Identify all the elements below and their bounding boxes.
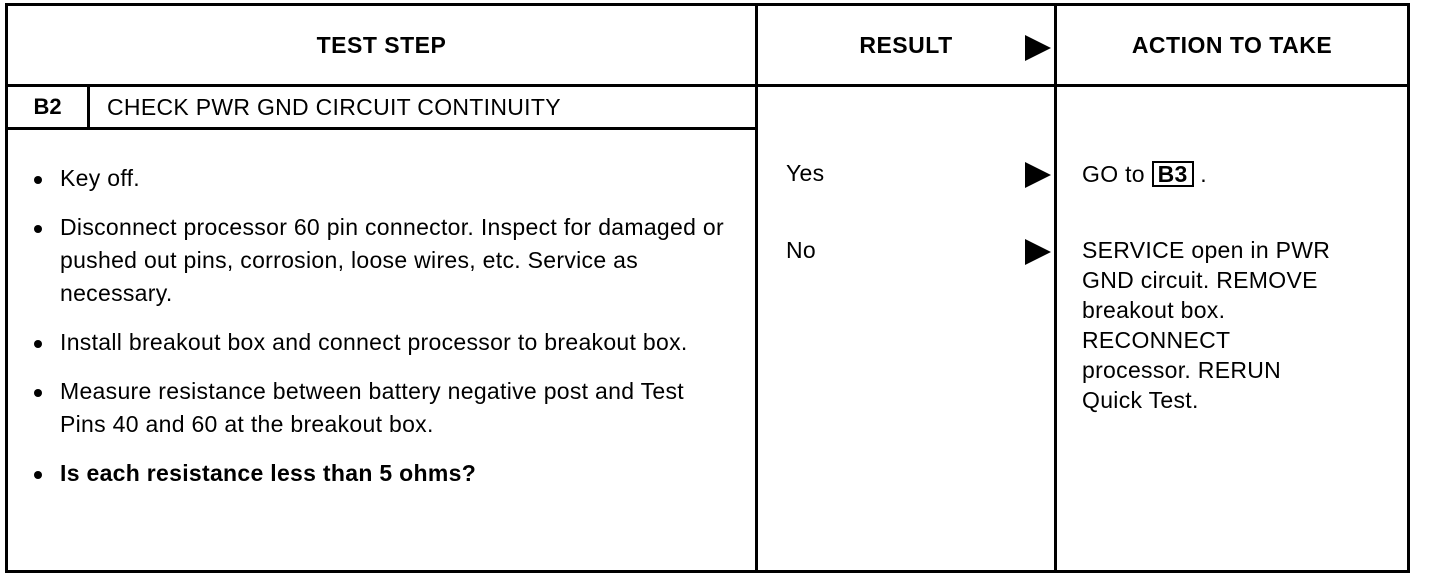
header-result: RESULT	[859, 31, 953, 58]
list-item: Disconnect processor 60 pin connector. Inspect for damaged or pushed out pins, corrosion, loose wires, etc. Service as necessary.	[30, 211, 730, 310]
action-no	[1082, 235, 1330, 415]
step-title: CHECK PWR GND CIRCUIT CONTINUITY	[107, 93, 561, 120]
action-no-line: GND circuit. REMOVE	[1082, 267, 1318, 293]
list-item: Key off.	[30, 162, 730, 195]
column-divider	[1054, 6, 1057, 570]
action-no-line: Quick Test.	[1082, 387, 1199, 413]
arrow-right-icon	[1025, 162, 1051, 188]
bullet-icon	[34, 225, 42, 233]
list-item: Measure resistance between battery negative post and Test Pins 40 and 60 at the breakout box.	[30, 375, 730, 441]
step-id: B2	[8, 87, 90, 127]
header-test-step: TEST STEP	[316, 31, 447, 58]
action-no-line: RECONNECT	[1082, 327, 1231, 353]
action-yes-prefix: GO to	[1082, 161, 1145, 187]
test-step-list	[30, 162, 730, 506]
bullet-icon	[34, 176, 42, 184]
action-yes	[1082, 159, 1207, 189]
action-no-line: processor. RERUN	[1082, 357, 1282, 383]
bullet-icon	[34, 389, 42, 397]
action-yes-suffix: .	[1200, 161, 1207, 187]
bullet-icon	[34, 340, 42, 348]
header-action: ACTION TO TAKE	[1131, 31, 1333, 58]
arrow-right-icon	[1025, 35, 1051, 61]
list-item: Install breakout box and connect processor to breakout box.	[30, 326, 730, 359]
column-divider	[755, 6, 758, 570]
result-no: No	[786, 237, 817, 263]
arrow-right-icon	[1025, 239, 1051, 265]
action-no-line: breakout box.	[1082, 297, 1226, 323]
question-item: Is each resistance less than 5 ohms?	[30, 457, 730, 490]
bullet-icon	[34, 471, 42, 479]
diagnostic-table	[5, 3, 1410, 573]
result-yes: Yes	[786, 160, 825, 186]
step-row	[8, 87, 755, 127]
step-reference-b3: B3	[1152, 161, 1194, 187]
action-no-line: SERVICE open in PWR	[1082, 237, 1331, 263]
step-row-divider	[8, 127, 755, 130]
